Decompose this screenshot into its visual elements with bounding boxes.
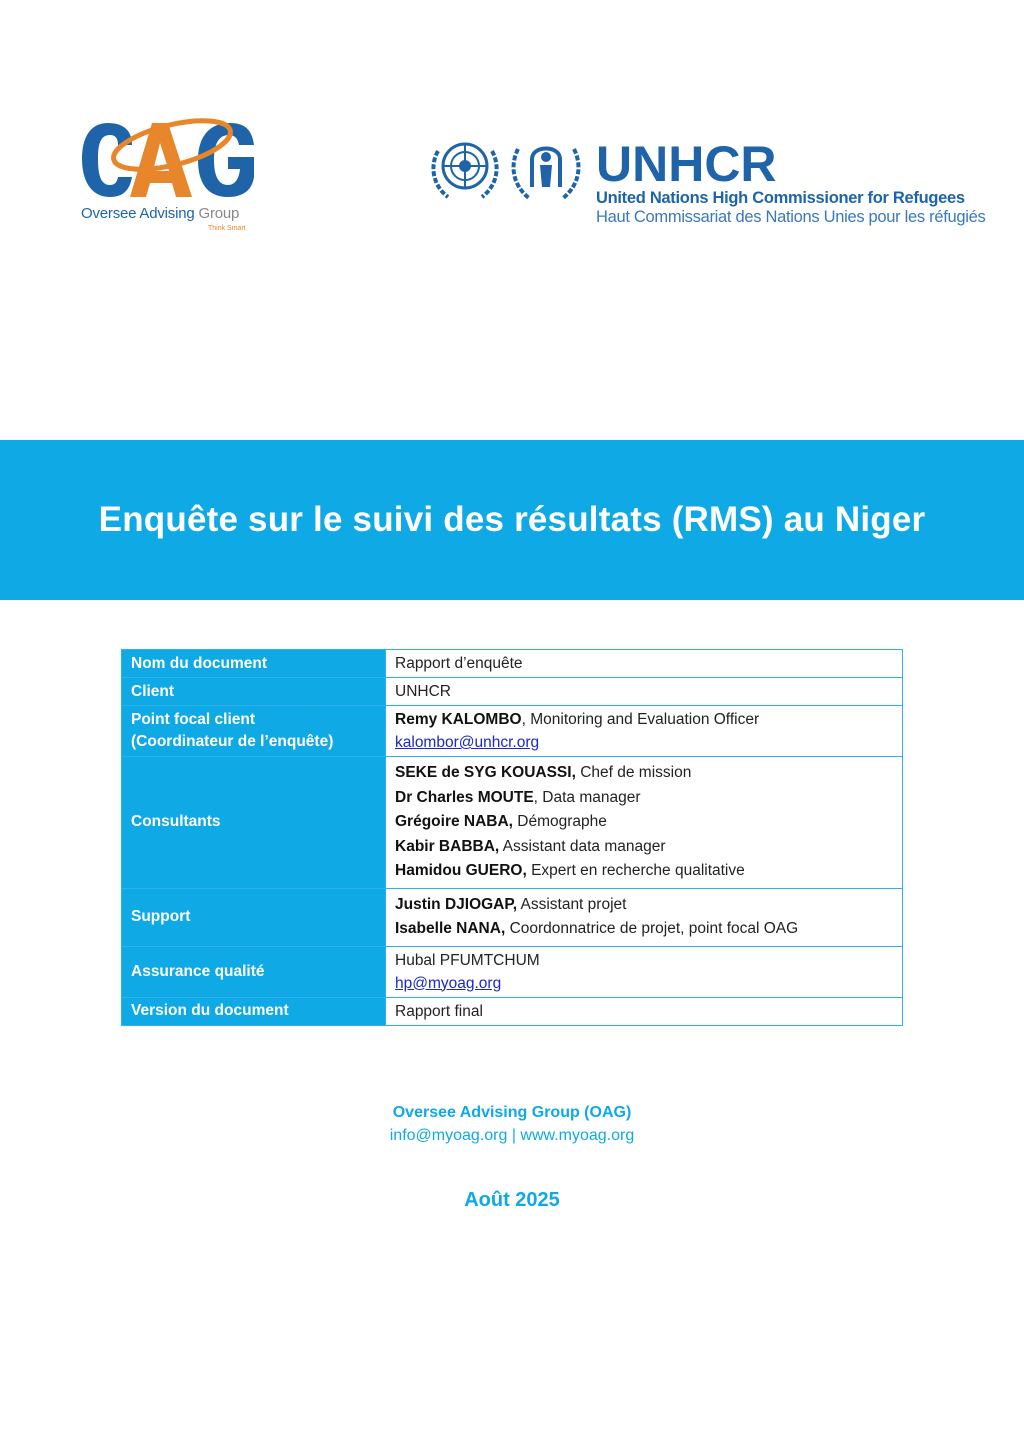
row-value: Rapport final <box>386 997 903 1025</box>
person-name: Justin DJIOGAP, <box>395 895 518 913</box>
unhcr-acronym: UNHCR <box>596 136 777 192</box>
row-value <box>386 888 903 946</box>
person-name: Isabelle NANA, <box>395 920 506 937</box>
row-label: Nom du document <box>122 650 386 678</box>
person-role: Expert en recherche qualitative <box>526 862 745 879</box>
person-role: , Monitoring and Evaluation Officer <box>521 711 760 728</box>
footer-contact: info@myoag.org | www.myoag.org <box>389 1127 635 1144</box>
person-role: Coordonnatrice de projet, point focal OAG <box>505 920 799 937</box>
person-role: , Data manager <box>533 788 641 806</box>
person-name: Dr Charles MOUTE <box>395 788 534 806</box>
table-row <box>122 678 903 706</box>
person-line <box>395 859 893 884</box>
row-label: Version du document <box>122 997 386 1025</box>
unhcr-emblem-icon <box>508 133 584 205</box>
person-line <box>395 786 893 811</box>
row-label: Support <box>122 888 386 946</box>
oag-logo-mark <box>80 115 260 207</box>
person-name: Hamidou GUERO, <box>395 862 527 879</box>
person-name: Grégoire NABA, <box>395 813 513 830</box>
row-label: Consultants <box>122 757 386 889</box>
unhcr-name-en: United Nations High Commissioner for Refugees <box>596 189 965 207</box>
person-line <box>395 917 893 942</box>
row-label: Client <box>122 678 386 706</box>
person-role: Assistant projet <box>517 895 627 913</box>
row-value <box>386 757 903 889</box>
row-value <box>386 706 903 757</box>
table-row <box>122 946 903 997</box>
row-value: Rapport d’enquête <box>386 650 903 678</box>
row-label-line: (Coordinateur de l’enquête) <box>131 733 334 750</box>
unhcr-name-fr: Haut Commissariat des Nations Unies pour les réfugiés <box>596 208 986 226</box>
footer-organization: Oversee Advising Group (OAG) <box>392 1104 632 1121</box>
table-row <box>122 997 903 1025</box>
un-emblem-icon <box>428 133 502 205</box>
person-role: Chef de mission <box>575 764 692 781</box>
person-role: Démographe <box>513 813 607 830</box>
oag-logo <box>80 115 260 235</box>
person-line <box>395 761 893 786</box>
person-line <box>395 835 893 860</box>
row-label: Assurance qualité <box>122 946 386 997</box>
table-row <box>122 757 903 889</box>
footer-date: Août 2025 <box>464 1189 560 1211</box>
row-value: UNHCR <box>386 678 903 706</box>
title-banner <box>0 440 1024 600</box>
person-line <box>395 708 893 731</box>
row-value <box>386 946 903 997</box>
person-name: Remy KALOMBO <box>395 711 522 728</box>
oag-logo-name: Oversee Advising Group <box>81 205 240 222</box>
quality-name: Hubal PFUMTCHUM <box>395 951 540 969</box>
document-info-table <box>121 649 903 1026</box>
document-title: Enquête sur le suivi des résultats (RMS) au Niger <box>98 500 926 539</box>
row-label-line: Point focal client <box>131 711 256 728</box>
person-role: Assistant data manager <box>499 837 666 855</box>
table-row <box>122 650 903 678</box>
table-row <box>122 706 903 757</box>
row-label <box>122 706 386 757</box>
oag-logo-tagline: Think Smart <box>208 225 246 232</box>
person-name: Kabir BABBA, <box>395 837 500 855</box>
person-line <box>395 810 893 835</box>
quality-email-link[interactable]: hp@myoag.org <box>395 974 502 992</box>
person-line <box>395 893 893 918</box>
table-row <box>122 888 903 946</box>
focal-point-email-link[interactable]: kalombor@unhcr.org <box>395 734 540 751</box>
person-name: SEKE de SYG KOUASSI, <box>395 764 576 781</box>
unhcr-logo <box>428 133 988 233</box>
